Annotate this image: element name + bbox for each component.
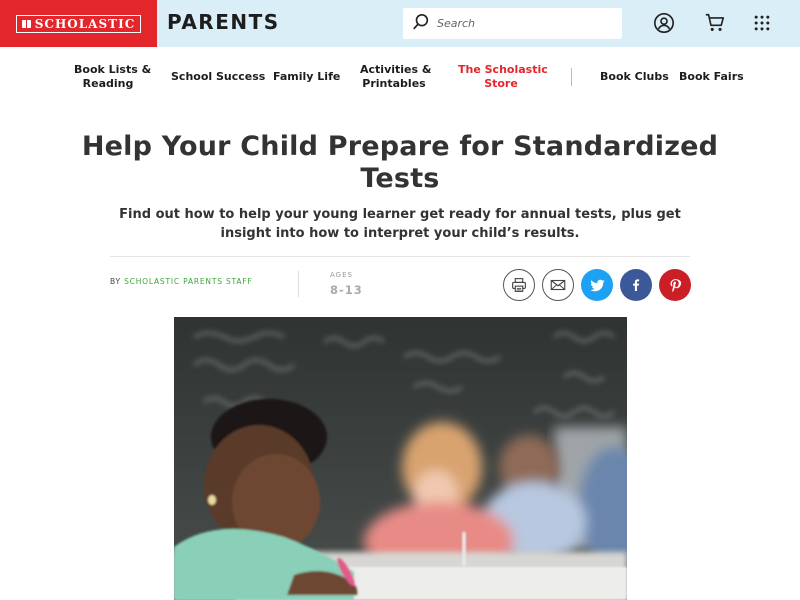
logo-frame xyxy=(16,15,142,33)
article-title: Help Your Child Prepare for Standardized Tests xyxy=(81,131,719,194)
hero-photo xyxy=(174,317,627,600)
pinterest-button[interactable] xyxy=(659,269,691,301)
nav-item-book-clubs[interactable] xyxy=(600,70,669,84)
cart-icon[interactable] xyxy=(703,11,727,35)
nav-label: Printables xyxy=(362,77,426,90)
nav-label: The Scholastic xyxy=(458,63,548,76)
nav-label: Book Clubs xyxy=(600,70,669,83)
ages-label: AGES xyxy=(330,271,353,279)
nav-label: Book Lists & xyxy=(74,63,152,76)
byline-prefix: BY xyxy=(110,277,121,286)
search-input[interactable] xyxy=(437,17,607,30)
nav-label: Store xyxy=(484,77,518,90)
email-button[interactable] xyxy=(542,269,574,301)
byline xyxy=(110,277,252,286)
pinterest-icon xyxy=(667,277,684,294)
twitter-button[interactable] xyxy=(581,269,613,301)
apps-grid-icon[interactable] xyxy=(750,11,774,35)
nav-label: School Success xyxy=(171,70,266,83)
facebook-button[interactable] xyxy=(620,269,652,301)
nav-divider xyxy=(571,68,572,86)
nav-item-book-lists[interactable] xyxy=(74,63,152,91)
print-icon xyxy=(510,276,528,294)
ages-value: 8-13 xyxy=(330,283,363,297)
nav-item-activities[interactable] xyxy=(360,63,432,91)
search-bar[interactable] xyxy=(403,8,622,39)
nav-label: Book Fairs xyxy=(679,70,744,83)
nav-label: Activities & xyxy=(360,63,432,76)
logo-text: SCHOLASTIC xyxy=(34,16,136,31)
section-title[interactable]: PARENTS xyxy=(167,10,280,34)
author-link[interactable]: SCHOLASTIC PARENTS STAFF xyxy=(124,277,253,286)
facebook-icon xyxy=(628,277,644,293)
nav-item-family-life[interactable] xyxy=(273,70,340,84)
main-nav xyxy=(0,47,800,107)
nav-item-book-fairs[interactable] xyxy=(679,70,744,84)
account-icon[interactable] xyxy=(652,11,676,35)
nav-label: Family Life xyxy=(273,70,341,83)
meta-divider xyxy=(298,271,299,297)
classroom-illustration xyxy=(174,317,627,600)
site-header xyxy=(0,0,800,47)
book-icon xyxy=(22,20,31,28)
nav-label: Reading xyxy=(82,77,134,90)
nav-item-scholastic-store[interactable] xyxy=(458,63,548,91)
search-icon[interactable] xyxy=(412,13,430,35)
divider xyxy=(110,256,690,257)
twitter-icon xyxy=(589,277,606,294)
print-button[interactable] xyxy=(503,269,535,301)
email-icon xyxy=(549,276,567,294)
article-subtitle: Find out how to help your young learner get ready for annual tests, plus get insight into how to interpret your child’s results. xyxy=(119,207,681,241)
scholastic-logo[interactable] xyxy=(0,0,157,47)
nav-item-school-success[interactable] xyxy=(171,70,265,84)
